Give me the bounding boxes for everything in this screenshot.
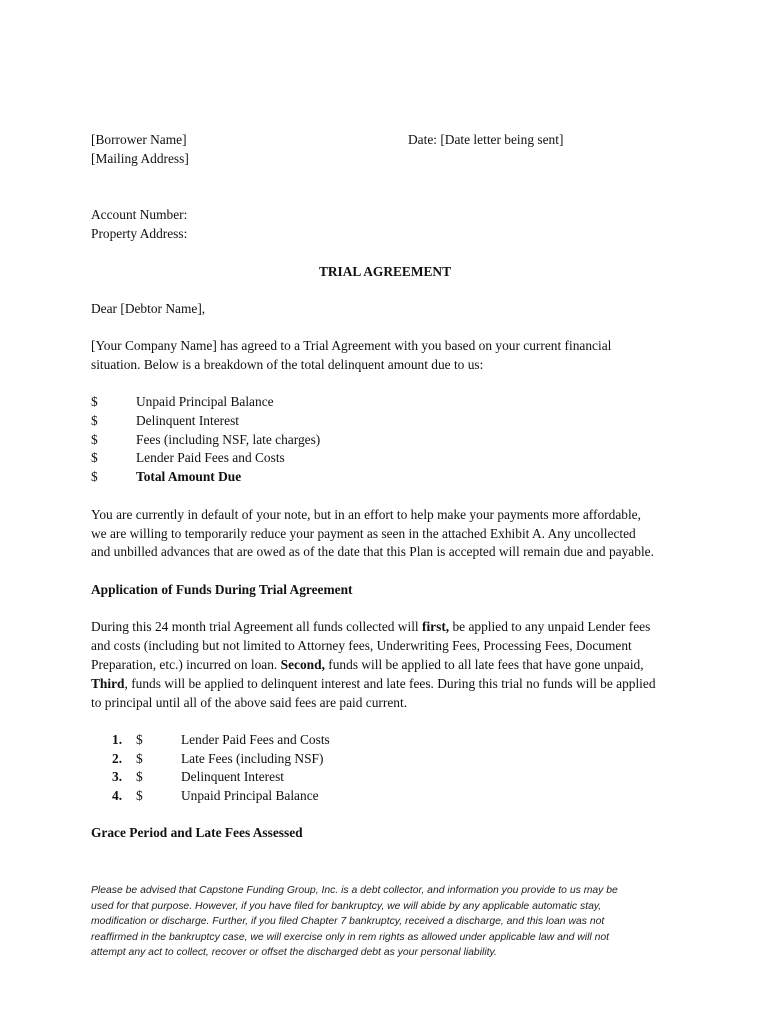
numbered-row: [0, 767, 770, 786]
dollar-sign: $: [91, 432, 98, 447]
dollar-sign: $: [136, 769, 143, 784]
intro-line-1: [Your Company Name] has agreed to a Trial Agreement with you based on your current financial: [91, 338, 612, 353]
total-amount-due-label: Total Amount Due: [136, 469, 242, 484]
intro-line-2: situation. Below is a breakdown of the total delinquent amount due to us:: [91, 357, 484, 372]
dollar-sign: $: [91, 413, 98, 428]
disclaimer-line: reaffirmed in the bankruptcy case, we will exercise only in rem rights as allowed under applicable law and will not: [91, 931, 610, 943]
disclaimer-line: used for that purpose. However, if you have filed for bankruptcy, we will abide by any applicable automatic stay,: [91, 900, 602, 912]
application-line-4: [91, 674, 656, 693]
breakdown-label: Fees (including NSF, late charges): [136, 432, 321, 447]
list-number: 4.: [112, 788, 123, 803]
text-run-bold: Second,: [280, 657, 325, 672]
text-run-bold: Third: [91, 676, 125, 691]
borrower-name: [Borrower Name]: [91, 132, 187, 147]
property-address-label: Property Address:: [91, 226, 188, 241]
numbered-label: Lender Paid Fees and Costs: [181, 732, 330, 747]
application-line-5: to principal until all of the above said fees are paid current.: [91, 695, 408, 710]
breakdown-label: Unpaid Principal Balance: [136, 394, 274, 409]
grace-period-heading: Grace Period and Late Fees Assessed: [91, 825, 303, 840]
text-run: funds will be applied to all late fees that have gone unpaid,: [324, 657, 644, 672]
disclaimer-line: modification or discharge. Further, if you filed Chapter 7 bankruptcy, received a discharge, and this loan was not: [91, 916, 605, 928]
dollar-sign: $: [136, 732, 143, 747]
account-number-label: Account Number:: [91, 207, 188, 222]
text-run: During this 24 month trial Agreement all funds collected will: [91, 619, 422, 634]
text-run: be applied to any unpaid Lender fees: [449, 619, 651, 634]
mailing-address: [Mailing Address]: [91, 151, 189, 166]
debt-collector-disclaimer: [91, 883, 681, 961]
numbered-row: [0, 786, 770, 805]
breakdown-label: Delinquent Interest: [136, 413, 239, 428]
list-number: 1.: [112, 732, 123, 747]
dollar-sign: $: [91, 394, 98, 409]
application-line-2: and costs (including but not limited to Attorney fees, Underwriting Fees, Processing Fees, Document: [91, 638, 632, 653]
page-title: TRIAL AGREEMENT: [318, 264, 452, 279]
default-line-3: and unbilled advances that are owed as of the date that this Plan is accepted will remain due and payable.: [91, 544, 654, 559]
numbered-label: Delinquent Interest: [181, 769, 284, 784]
application-line-1: [91, 617, 650, 636]
list-number: 2.: [112, 751, 123, 766]
numbered-label: Unpaid Principal Balance: [181, 788, 319, 803]
numbered-label: Late Fees (including NSF): [181, 751, 324, 766]
text-run: Preparation, etc.) incurred on loan.: [91, 657, 281, 672]
dollar-sign: $: [136, 788, 143, 803]
disclaimer-line: Please be advised that Capstone Funding Group, Inc. is a debt collector, and information you provide to us may be: [91, 885, 618, 896]
disclaimer-line: attempt any act to collect, recover or offset the discharged debt as your personal liability.: [91, 947, 497, 959]
text-run: , funds will be applied to delinquent interest and late fees. During this trial no funds will be applied: [124, 676, 656, 691]
text-run-bold: first,: [421, 619, 450, 634]
dollar-sign: $: [136, 751, 143, 766]
breakdown-label: Lender Paid Fees and Costs: [136, 450, 285, 465]
list-number: 3.: [112, 769, 123, 784]
dollar-sign: $: [91, 450, 98, 465]
letter-date: Date: [Date letter being sent]: [408, 132, 564, 147]
default-line-1: You are currently in default of your note, but in an effort to help make your payments more affordable,: [91, 507, 641, 522]
application-line-3: [91, 655, 644, 674]
numbered-row: [0, 749, 770, 768]
default-line-2: we are willing to temporarily reduce your payment as seen in the attached Exhibit A. Any uncollected: [91, 526, 636, 541]
dollar-sign: $: [91, 469, 98, 484]
numbered-row: [0, 730, 770, 749]
application-heading: Application of Funds During Trial Agreement: [91, 582, 353, 597]
salutation: Dear [Debtor Name],: [91, 301, 206, 316]
